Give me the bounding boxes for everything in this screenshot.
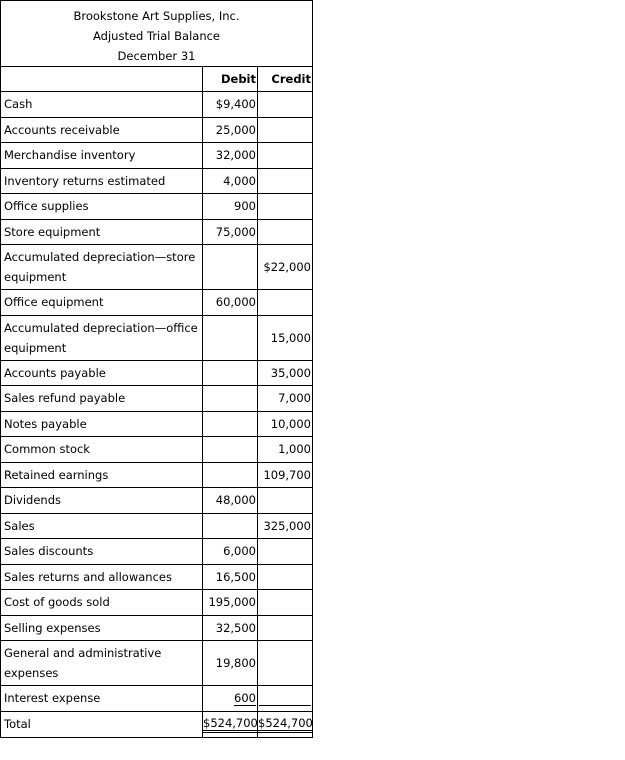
account-name: Office supplies [1, 194, 203, 220]
table-row [1, 488, 313, 514]
account-name: Notes payable [1, 411, 203, 437]
credit-amount [258, 641, 313, 686]
account-name: Sales refund payable [1, 386, 203, 412]
debit-amount [203, 513, 258, 539]
account-name: Accounts receivable [1, 117, 203, 143]
credit-amount [258, 219, 313, 245]
table-row [1, 641, 313, 686]
table-row [1, 219, 313, 245]
credit-amount [258, 615, 313, 641]
table-row [1, 143, 313, 169]
total-credit-value: $524,700 [258, 716, 313, 733]
credit-underline [259, 691, 311, 706]
credit-amount: 15,000 [258, 315, 313, 360]
account-name: Accumulated depreciation—office equipment [1, 315, 203, 360]
credit-amount: $22,000 [258, 245, 313, 290]
credit-column-header: Credit [258, 67, 313, 92]
account-column-header [1, 67, 203, 92]
credit-amount [258, 168, 313, 194]
account-name: Cost of goods sold [1, 590, 203, 616]
table-row [1, 564, 313, 590]
credit-amount [258, 564, 313, 590]
debit-amount-value: 600 [234, 690, 256, 705]
company-name: Brookstone Art Supplies, Inc. [73, 9, 240, 23]
table-row [1, 168, 313, 194]
account-name: Office equipment [1, 290, 203, 316]
credit-amount: 1,000 [258, 437, 313, 463]
debit-amount: 16,500 [203, 564, 258, 590]
account-name: Dividends [1, 488, 203, 514]
account-name: Sales returns and allowances [1, 564, 203, 590]
report-date: December 31 [117, 49, 196, 63]
debit-amount: 25,000 [203, 117, 258, 143]
report-header [0, 0, 313, 66]
account-name: Common stock [1, 437, 203, 463]
credit-amount [258, 92, 313, 118]
debit-amount [203, 245, 258, 290]
debit-amount: 75,000 [203, 219, 258, 245]
credit-amount [258, 686, 313, 712]
debit-amount [203, 360, 258, 386]
account-name: Accumulated depreciation—store equipment [1, 245, 203, 290]
total-debit [203, 711, 258, 737]
table-row [1, 117, 313, 143]
debit-amount: 60,000 [203, 290, 258, 316]
debit-amount: 32,000 [203, 143, 258, 169]
credit-amount: 7,000 [258, 386, 313, 412]
account-name: Inventory returns estimated [1, 168, 203, 194]
credit-amount: 10,000 [258, 411, 313, 437]
credit-amount [258, 117, 313, 143]
table-row [1, 360, 313, 386]
credit-amount [258, 290, 313, 316]
table-row [1, 92, 313, 118]
debit-amount: 6,000 [203, 539, 258, 565]
table-row [1, 411, 313, 437]
report-title: Adjusted Trial Balance [93, 29, 220, 43]
total-row [1, 711, 313, 737]
table-row [1, 386, 313, 412]
debit-amount: $9,400 [203, 92, 258, 118]
credit-amount [258, 539, 313, 565]
total-credit [258, 711, 313, 737]
account-name: Accounts payable [1, 360, 203, 386]
table-row [1, 245, 313, 290]
account-name: Cash [1, 92, 203, 118]
debit-amount [203, 411, 258, 437]
credit-amount: 325,000 [258, 513, 313, 539]
debit-column-header: Debit [203, 67, 258, 92]
debit-amount [203, 462, 258, 488]
debit-amount: 900 [203, 194, 258, 220]
debit-amount [203, 686, 258, 712]
table-row [1, 315, 313, 360]
table-row [1, 615, 313, 641]
debit-amount: 19,800 [203, 641, 258, 686]
account-name: Interest expense [1, 686, 203, 712]
table-row [1, 194, 313, 220]
debit-amount [203, 386, 258, 412]
debit-amount: 4,000 [203, 168, 258, 194]
credit-amount: 35,000 [258, 360, 313, 386]
table-row [1, 290, 313, 316]
total-label: Total [1, 711, 203, 737]
table-row [1, 686, 313, 712]
table-row [1, 437, 313, 463]
credit-amount [258, 143, 313, 169]
trial-balance-table [0, 66, 313, 738]
debit-amount [203, 315, 258, 360]
table-row [1, 462, 313, 488]
account-name: Selling expenses [1, 615, 203, 641]
column-header-row [1, 67, 313, 92]
table-row [1, 539, 313, 565]
account-name: Sales [1, 513, 203, 539]
table-row [1, 590, 313, 616]
credit-amount: 109,700 [258, 462, 313, 488]
debit-amount: 195,000 [203, 590, 258, 616]
account-name: General and administrative expenses [1, 641, 203, 686]
account-name: Store equipment [1, 219, 203, 245]
trial-balance-sheet [0, 0, 313, 738]
debit-amount: 32,500 [203, 615, 258, 641]
debit-amount: 48,000 [203, 488, 258, 514]
credit-amount [258, 590, 313, 616]
total-debit-value: $524,700 [203, 716, 258, 733]
debit-amount [203, 437, 258, 463]
account-name: Retained earnings [1, 462, 203, 488]
table-row [1, 513, 313, 539]
credit-amount [258, 194, 313, 220]
account-name: Merchandise inventory [1, 143, 203, 169]
credit-amount [258, 488, 313, 514]
account-name: Sales discounts [1, 539, 203, 565]
